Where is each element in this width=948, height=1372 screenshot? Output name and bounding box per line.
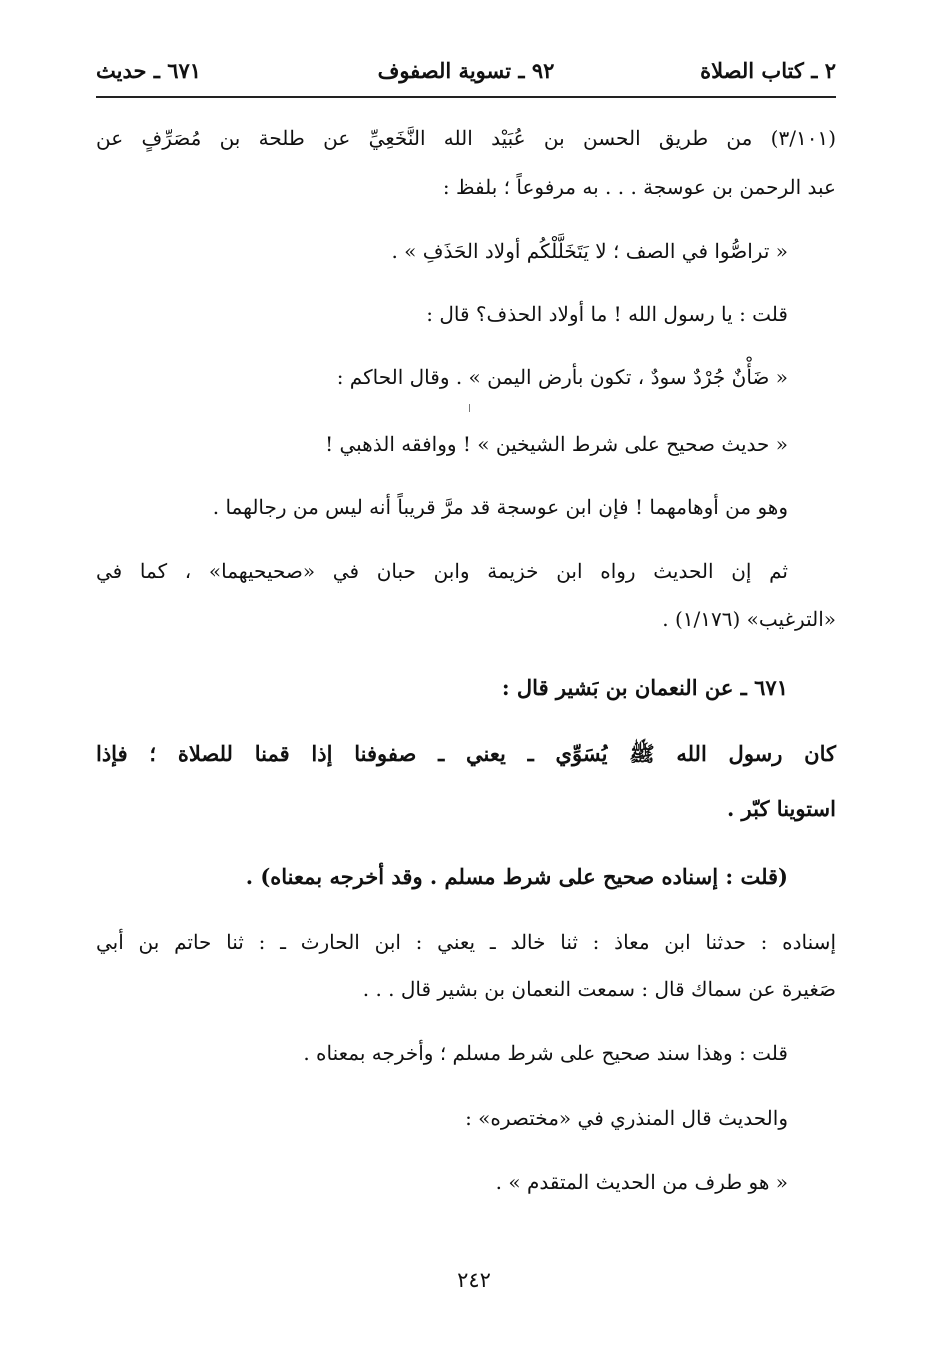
header-rule (96, 96, 836, 98)
hadith-671-heading: ٦٧١ ـ عن النعمان بن بَشير قال : (501, 675, 788, 700)
header-chapter-title: ٩٢ ـ تسوية الصفوف (377, 58, 555, 83)
isnad-line-1: إسناده : حدثنا ابن معاذ : ثنا خالد ـ يعني : ابن الحارث ـ : ثنا حاتم بن أبي (96, 930, 836, 954)
header-book-title: ٢ ـ كتاب الصلاة (700, 58, 836, 83)
scan-speck (469, 404, 470, 412)
hadith-text-line-2: استوينا كبّر . (726, 796, 836, 821)
body-line-8: ثم إن الحديث رواه ابن خزيمة وابن حبان في «صحيحيهما» ، كما في (96, 559, 788, 583)
body-line-1: (٣/١٠١) من طريق الحسن بن عُبَيْد الله النَّخَعِيِّ عن طلحة بن مُصَرِّفٍ عن (96, 126, 836, 150)
isnad-line-2: صَغيرة عن سماك قال : سمعت النعمان بن بشير قال . . . (362, 977, 836, 1001)
grading-note: (قلت : إسناده صحيح على شرط مسلم . وقد أخرجه بمعناه) . (245, 864, 788, 889)
body-line-4: قلت : يا رسول الله ! ما أولاد الحذف؟ قال : (426, 302, 788, 326)
hadith-text-line-1: كان رسول الله ﷺ يُسَوِّي ـ يعني ـ صفوفنا إذا قمنا للصلاة ؛ فإذا (96, 741, 836, 766)
body-line-3: « تراصُّوا في الصف ؛ لا يَتَخَلَّلْكُم أولاد الحَذَفِ » . (391, 239, 788, 263)
header-hadith-number: ٦٧١ ـ حديث (96, 58, 202, 83)
body-line-5: « ضَأْنٌ جُرْدٌ سودٌ ، تكون بأرض اليمن » . وقال الحاكم : (336, 365, 788, 389)
body-line-17: والحديث قال المنذري في «مختصره» : (465, 1106, 788, 1130)
body-line-16: قلت : وهذا سند صحيح على شرط مسلم ؛ وأخرجه بمعناه . (303, 1041, 788, 1065)
body-line-18: « هو طرف من الحديث المتقدم » . (495, 1170, 788, 1194)
running-header (96, 58, 836, 92)
body-line-9: «الترغيب» (١/١٧٦) . (662, 607, 836, 631)
page-number: ٢٤٢ (457, 1268, 491, 1292)
body-line-2: عبد الرحمن بن عوسجة . . . به مرفوعاً ؛ بلفظ : (442, 175, 836, 199)
body-line-6: « حديث صحيح على شرط الشيخين » ! ووافقه الذهبي ! (325, 432, 788, 456)
body-line-7: وهو من أوهامهما ! فإن ابن عوسجة قد مرَّ قريباً أنه ليس من رجالهما . (212, 495, 788, 519)
